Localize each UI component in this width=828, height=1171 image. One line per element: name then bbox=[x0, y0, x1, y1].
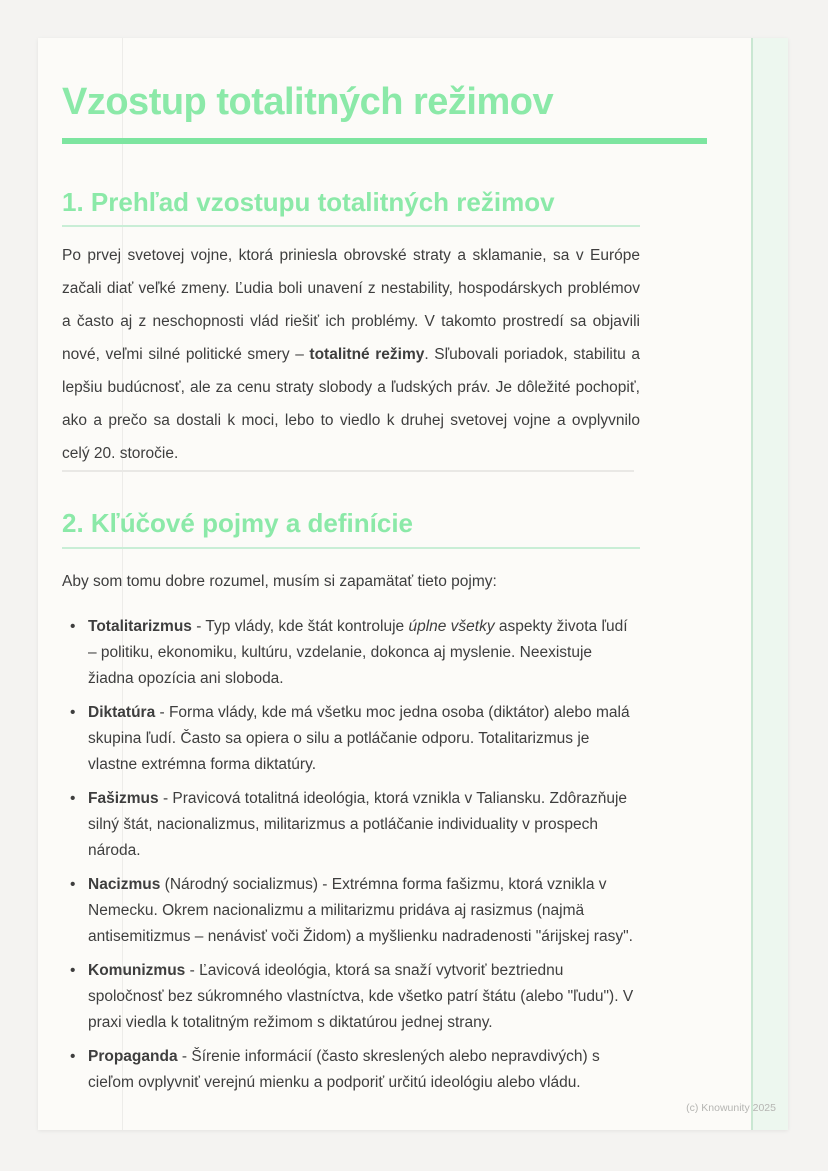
text-segment: úplne všetky bbox=[408, 618, 495, 635]
section-2-underline-rule bbox=[62, 547, 640, 549]
bullet-icon: • bbox=[70, 962, 76, 979]
text-segment: - Šírenie informácií (často skreslených alebo nepravdivých) s cieľom ovplyvniť verejnú mienku a podporiť určitú ideológiu alebo vládu. bbox=[88, 1048, 600, 1091]
text-segment: Fašizmus bbox=[88, 790, 159, 807]
text-segment: Propaganda bbox=[88, 1048, 178, 1065]
text-segment: Diktatúra bbox=[88, 704, 156, 721]
section-2-heading: 2. Kľúčové pojmy a definície bbox=[62, 508, 414, 538]
bullet-icon: • bbox=[70, 876, 76, 893]
document-content bbox=[38, 38, 640, 1096]
list-item bbox=[62, 700, 640, 778]
bullet-icon: • bbox=[70, 618, 76, 635]
text-segment: - Typ vlády, kde štát kontroluje bbox=[191, 618, 409, 635]
section-1-paragraph bbox=[62, 239, 640, 470]
section-1-underline-rule bbox=[62, 225, 640, 227]
list-item bbox=[62, 872, 640, 950]
title-underline-rule bbox=[62, 138, 707, 144]
text-segment: Nacizmus bbox=[88, 876, 161, 893]
list-item bbox=[62, 958, 640, 1036]
text-segment: Po prvej svetovej vojne, ktorá priniesla obrovské straty a sklamanie, sa v Európe začali diať veľké zmeny. Ľudia boli unavení z nestability, hospodárskych problémov a často aj z neschopnosti vlád riešiť ich problémy. V takomto prostredí sa objavili nové, veľmi silné politické smery – bbox=[62, 247, 640, 363]
page-title: Vzostup totalitných režimov bbox=[62, 81, 554, 123]
text-segment: - Ľavicová ideológia, ktorá sa snaží vytvoriť beztriednu spoločnosť bez súkromného vlastníctva, kde všetko patrí štátu (alebo "ľudu"). V praxi viedla k totalitným režimom s diktatúrou jednej strany. bbox=[88, 962, 634, 1031]
copyright-credit: (c) Knowunity 2025 bbox=[686, 1102, 776, 1114]
text-segment: aspekty života ľudí – politiku, ekonomiku, kultúru, vzdelanie, dokonca aj myslenie. Neexistuje žiadna opozícia ani sloboda. bbox=[88, 618, 628, 687]
section-1-heading: 1. Prehľad vzostupu totalitných režimov bbox=[62, 187, 555, 217]
list-item bbox=[62, 786, 640, 864]
section-overview bbox=[62, 186, 640, 470]
section-2-intro: Aby som tomu dobre rozumel, musím si zapamätať tieto pojmy: bbox=[62, 573, 497, 590]
list-item bbox=[62, 614, 640, 692]
document-page bbox=[38, 38, 788, 1130]
bullet-icon: • bbox=[70, 790, 76, 807]
list-item bbox=[62, 1044, 640, 1096]
text-segment: - Forma vlády, kde má všetku moc jedna osoba (diktátor) alebo malá skupina ľudí. Často sa opiera o silu a potláčanie odporu. Totalitarizmus je vlastne extrémna forma diktatúry. bbox=[88, 704, 630, 773]
bullet-icon: • bbox=[70, 704, 76, 721]
page-margin-strip bbox=[751, 38, 788, 1130]
section-key-terms bbox=[62, 507, 640, 1096]
text-segment: . Sľubovali poriadok, stabilitu a lepšiu budúcnosť, ale za cenu straty slobody a ľudských práv. Je dôležité pochopiť, ako a prečo sa dostali k moci, lebo to viedlo k druhej svetovej vojne a ovplyvnilo celý 20. storočie. bbox=[62, 346, 640, 462]
text-segment: totalitné režimy bbox=[309, 346, 425, 363]
text-segment: - Pravicová totalitná ideológia, ktorá vznikla v Taliansku. Zdôrazňuje silný štát, nacionalizmus, militarizmus a potláčanie individuality v prospech národa. bbox=[88, 790, 628, 859]
text-segment: (Národný socializmus) - Extrémna forma fašizmu, ktorá vznikla v Nemecku. Okrem nacionalizmu a militarizmu pridáva aj rasizmus (najmä antisemitizmus – nenávisť voči Židom) a myšlienku nadradenosti "árijskej rasy". bbox=[88, 876, 633, 945]
bullet-icon: • bbox=[70, 1048, 76, 1065]
text-segment: Komunizmus bbox=[88, 962, 186, 979]
section-divider bbox=[62, 470, 634, 472]
key-terms-list bbox=[62, 614, 640, 1096]
text-segment: Totalitarizmus bbox=[88, 618, 192, 635]
